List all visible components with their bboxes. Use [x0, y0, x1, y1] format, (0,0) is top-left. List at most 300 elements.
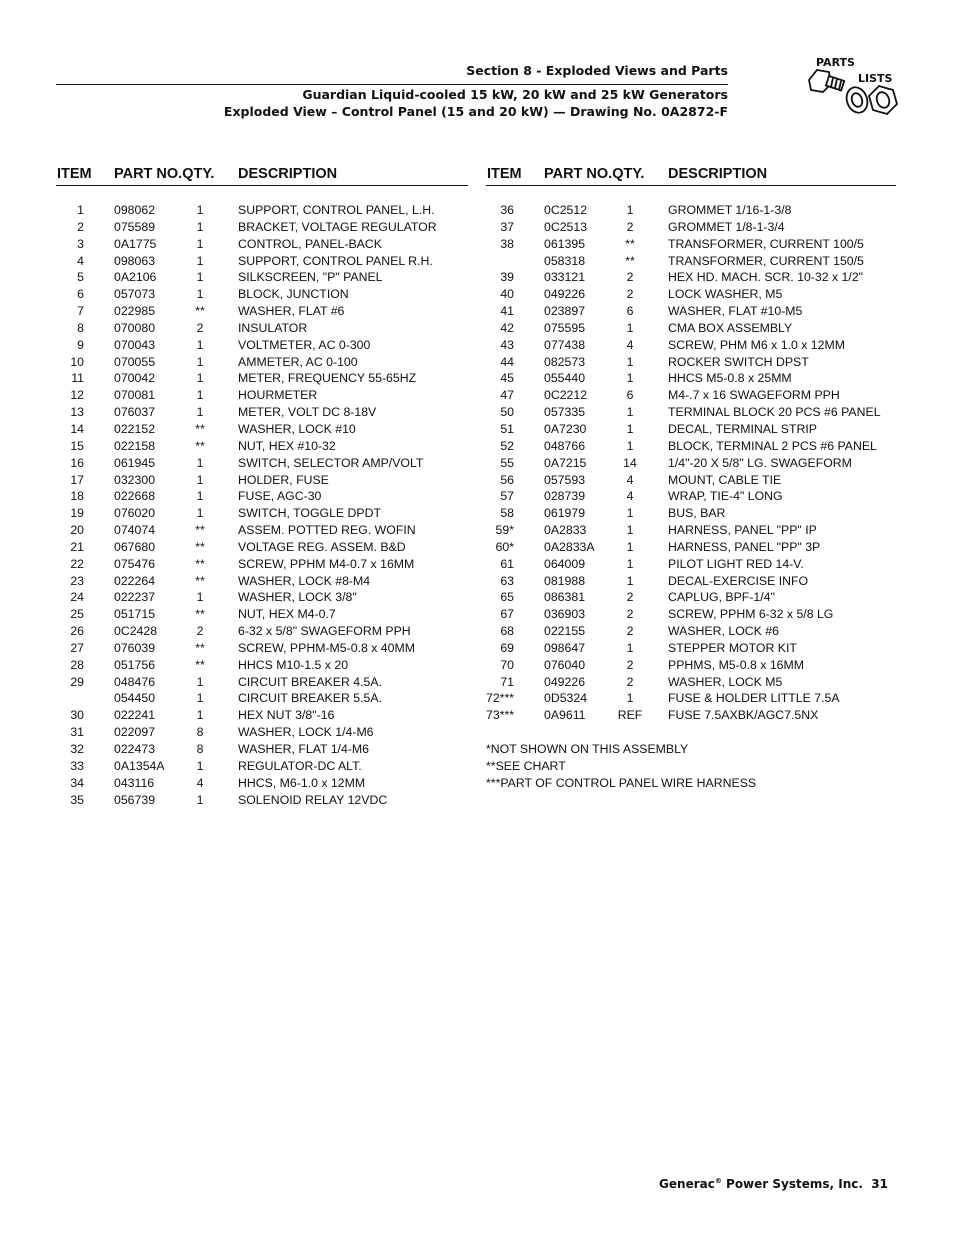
parts-table-left [56, 165, 468, 809]
description: PILOT LIGHT RED 14-V. [668, 556, 804, 571]
table-row [486, 371, 896, 388]
footer-company: Generac [659, 1177, 715, 1191]
table-row [56, 473, 468, 490]
item-number: 35 [70, 792, 84, 807]
table-row [56, 254, 468, 271]
part-number: 022241 [114, 708, 156, 723]
item-number: 41 [500, 304, 514, 319]
table-row [56, 355, 468, 372]
part-number: 070081 [114, 388, 156, 403]
item-number: 55 [500, 455, 514, 470]
item-number: 71 [500, 674, 514, 689]
table-row [486, 691, 896, 708]
item-number: 36 [500, 203, 514, 217]
description: HHCS M10-1.5 x 20 [238, 657, 349, 672]
part-number: 081988 [544, 573, 586, 588]
quantity: 1 [196, 405, 204, 420]
part-number: 067680 [114, 539, 156, 554]
item-number: 11 [71, 371, 84, 386]
item-number: 16 [70, 455, 84, 470]
part-number: 076040 [544, 657, 586, 672]
description: WASHER, LOCK #6 [668, 624, 779, 639]
description: HEX NUT 3/8"-16 [238, 708, 335, 723]
table-row [486, 641, 896, 658]
part-number: 086381 [544, 590, 586, 605]
part-number: 043116 [114, 775, 155, 790]
part-number: 048766 [544, 438, 586, 453]
part-number: 0A9611 [544, 708, 586, 723]
quantity: 2 [626, 674, 634, 689]
description: SCREW, PPHM 6-32 x 5/8 LG [668, 607, 834, 622]
part-number: 048476 [114, 674, 156, 689]
quantity: 1 [626, 438, 634, 453]
table-row [56, 776, 468, 793]
item-number: 14 [70, 421, 84, 436]
item-number: 4 [77, 253, 84, 268]
description: BRACKET, VOLTAGE REGULATOR [238, 219, 437, 234]
quantity: 1 [196, 236, 204, 251]
item-number: 23 [70, 573, 84, 588]
part-number: 070055 [114, 354, 156, 369]
quantity: 1 [626, 371, 634, 386]
item-number: 73*** [486, 708, 515, 723]
table-row [56, 287, 468, 304]
quantity: 1 [196, 287, 204, 302]
description: WASHER, LOCK #10 [238, 421, 356, 436]
footer-company-rest: Power Systems, Inc. [721, 1177, 863, 1191]
quantity: ** [195, 421, 205, 436]
part-number: 070042 [114, 371, 156, 386]
quantity: 8 [196, 742, 204, 756]
quantity: 1 [196, 455, 204, 470]
description: WASHER, FLAT #6 [238, 304, 345, 319]
table-row [486, 574, 896, 591]
quantity: 4 [626, 472, 634, 487]
item-number: 50 [500, 405, 514, 420]
description: GROMMET 1/8-1-3/4 [668, 219, 785, 234]
registered-mark: ® [714, 1177, 722, 1185]
description: CMA BOX ASSEMBLY [668, 320, 793, 335]
quantity: 1 [196, 270, 204, 285]
item-number: 45 [500, 371, 514, 386]
item-number: 38 [500, 236, 514, 251]
item-number: 29 [70, 674, 84, 689]
table-row [486, 422, 896, 439]
quantity: 2 [626, 607, 634, 622]
item-number: 43 [500, 337, 514, 352]
description: NUT, HEX M4-0.7 [238, 607, 336, 622]
table-row [56, 439, 468, 456]
table-row [486, 557, 896, 574]
item-number: 65 [500, 590, 514, 605]
part-number: 075589 [114, 219, 156, 234]
description: MOUNT, CABLE TIE [668, 472, 782, 487]
quantity: ** [195, 607, 205, 622]
column-header-part-qty: PART NO.QTY. [544, 166, 645, 182]
part-number: 022985 [114, 304, 156, 319]
table-row [486, 473, 896, 490]
description: 6-32 x 5/8" SWAGEFORM PPH [238, 624, 411, 639]
item-number: 37 [500, 219, 514, 234]
quantity: 1 [196, 792, 204, 807]
description: FUSE, AGC-30 [238, 489, 322, 504]
part-number: 064009 [544, 556, 586, 571]
quantity: 1 [196, 354, 204, 369]
quantity: 1 [626, 573, 634, 588]
table-row [56, 405, 468, 422]
part-number: 022155 [544, 624, 586, 639]
table-row [486, 624, 896, 641]
part-number: 057593 [544, 472, 586, 487]
description: ASSEM. POTTED REG. WOFIN [238, 523, 416, 538]
table-row [486, 270, 896, 287]
quantity: 2 [196, 320, 204, 335]
section-heading: Section 8 - Exploded Views and Parts [466, 63, 728, 78]
description: HOURMETER [238, 388, 318, 403]
item-number: 63 [500, 573, 514, 588]
rows-right [486, 203, 896, 725]
description: BUS, BAR [668, 506, 726, 521]
item-number: 21 [70, 539, 84, 554]
description: FUSE & HOLDER LITTLE 7.5A [668, 691, 840, 706]
description: WASHER, FLAT 1/4-M6 [238, 742, 369, 756]
item-number: 1 [77, 203, 84, 217]
description: CONTROL, PANEL-BACK [238, 236, 382, 251]
table-row [56, 321, 468, 338]
item-number: 59* [495, 523, 514, 538]
table-row [56, 708, 468, 725]
part-number: 058318 [544, 253, 586, 268]
rows-left [56, 203, 468, 809]
table-row [56, 422, 468, 439]
page-title-line2: Exploded View – Control Panel (15 and 20 kW) — Drawing No. 0A2872-F [223, 104, 728, 119]
table-row [486, 254, 896, 271]
description: WASHER, LOCK 1/4-M6 [238, 725, 374, 740]
part-number: 057073 [114, 287, 156, 302]
table-row [56, 641, 468, 658]
quantity: 1 [626, 506, 634, 521]
quantity: 1 [626, 421, 634, 436]
item-number: 9 [77, 337, 84, 352]
part-number: 098647 [544, 640, 586, 655]
quantity: 1 [626, 523, 634, 538]
description: HARNESS, PANEL "PP" IP [668, 523, 817, 538]
item-number: 58 [500, 506, 514, 521]
description: SCREW, PPHM M4-0.7 x 16MM [238, 556, 415, 571]
part-number: 075476 [114, 556, 156, 571]
description: SWITCH, TOGGLE DPDT [238, 506, 382, 521]
description: METER, VOLT DC 8-18V [238, 405, 377, 420]
part-number: 036903 [544, 607, 586, 622]
quantity: ** [195, 556, 205, 571]
table-row [486, 388, 896, 405]
item-number: 10 [70, 354, 84, 369]
quantity: 1 [196, 506, 204, 521]
item-number: 25 [70, 607, 84, 622]
table-row [486, 456, 896, 473]
quantity: 2 [196, 624, 204, 639]
description: 1/4"-20 X 5/8" LG. SWAGEFORM [668, 455, 852, 470]
part-number: 0A1775 [114, 236, 157, 251]
description: SOLENOID RELAY 12VDC [238, 792, 388, 807]
description: DECAL, TERMINAL STRIP [668, 421, 817, 436]
page-number: 31 [871, 1177, 888, 1191]
part-number: 051715 [114, 607, 156, 622]
item-number: 5 [77, 270, 84, 285]
item-number: 68 [500, 624, 514, 639]
column-header [486, 165, 896, 186]
parts-table-right [486, 165, 896, 793]
part-number: 022473 [114, 742, 156, 756]
item-number: 15 [70, 438, 84, 453]
part-number: 023897 [544, 304, 586, 319]
column-header-item: ITEM [57, 166, 92, 182]
table-row [56, 506, 468, 523]
part-number: 0A2833A [544, 539, 595, 554]
table-row [56, 371, 468, 388]
table-row [486, 708, 896, 725]
quantity: 1 [626, 556, 634, 571]
column-header-part-qty: PART NO.QTY. [114, 166, 215, 182]
badge-lists-label: LISTS [858, 72, 893, 85]
description: CIRCUIT BREAKER 5.5A. [238, 691, 382, 706]
item-number: 32 [70, 742, 84, 756]
table-row [486, 338, 896, 355]
quantity: 1 [196, 203, 204, 217]
quantity: 2 [626, 624, 634, 639]
part-number: 075595 [544, 320, 586, 335]
table-row [486, 540, 896, 557]
part-number: 049226 [544, 287, 586, 302]
quantity: 6 [626, 304, 634, 319]
description: LOCK WASHER, M5 [668, 287, 783, 302]
table-row [486, 607, 896, 624]
part-number: 022668 [114, 489, 156, 504]
description: BLOCK, TERMINAL 2 PCS #6 PANEL [668, 438, 877, 453]
table-row [56, 691, 468, 708]
description: WASHER, LOCK M5 [668, 674, 783, 689]
quantity: 1 [196, 388, 204, 403]
quantity: 6 [626, 388, 634, 403]
part-number: 057335 [544, 405, 586, 420]
column-header-item: ITEM [487, 166, 522, 182]
item-number: 51 [500, 421, 514, 436]
quantity: 1 [626, 691, 634, 706]
part-number: 061945 [114, 455, 156, 470]
part-number: 082573 [544, 354, 586, 369]
description: TERMINAL BLOCK 20 PCS #6 PANEL [668, 405, 881, 420]
table-row [56, 489, 468, 506]
description: WRAP, TIE-4" LONG [668, 489, 783, 504]
column-header [56, 165, 468, 186]
table-row [56, 675, 468, 692]
table-row [486, 321, 896, 338]
quantity: 8 [196, 725, 204, 740]
description: CAPLUG, BPF-1/4" [668, 590, 775, 605]
item-number: 70 [500, 657, 514, 672]
quantity: 2 [626, 270, 634, 285]
badge-parts-label: PARTS [816, 56, 855, 69]
description: STEPPER MOTOR KIT [668, 640, 797, 655]
description: INSULATOR [238, 320, 308, 335]
quantity: ** [195, 640, 205, 655]
description: GROMMET 1/16-1-3/8 [668, 203, 792, 217]
description: WASHER, LOCK #8-M4 [238, 573, 371, 588]
description: PPHMS, M5-0.8 x 16MM [668, 657, 804, 672]
item-number: 34 [70, 775, 84, 790]
description: HOLDER, FUSE [238, 472, 329, 487]
footnote: *NOT SHOWN ON THIS ASSEMBLY [486, 742, 689, 757]
quantity: ** [195, 523, 205, 538]
part-number: 077438 [544, 337, 586, 352]
table-row [56, 540, 468, 557]
part-number: 022264 [114, 573, 156, 588]
quantity: 1 [626, 203, 634, 217]
item-number: 60* [495, 539, 514, 554]
item-number: 22 [70, 556, 84, 571]
description: ROCKER SWITCH DPST [668, 354, 809, 369]
part-number: 070080 [114, 320, 156, 335]
quantity: 1 [196, 472, 204, 487]
part-number: 0C2512 [544, 203, 588, 217]
table-row [486, 590, 896, 607]
table-row [486, 658, 896, 675]
part-number: 076037 [114, 405, 156, 420]
table-row [486, 287, 896, 304]
description: AMMETER, AC 0-100 [238, 354, 358, 369]
item-number: 39 [500, 270, 514, 285]
table-row [56, 388, 468, 405]
table-row [56, 742, 468, 759]
item-number: 69 [500, 640, 514, 655]
description: SUPPORT, CONTROL PANEL, L.H. [238, 203, 435, 217]
description: HEX HD. MACH. SCR. 10-32 x 1/2" [668, 270, 864, 285]
quantity: 1 [196, 691, 204, 706]
description: SWITCH, SELECTOR AMP/VOLT [238, 455, 424, 470]
item-number: 24 [70, 590, 84, 605]
table-row [486, 220, 896, 237]
table-row [486, 203, 896, 220]
part-number: 033121 [544, 270, 586, 285]
item-number: 33 [70, 758, 84, 773]
table-row [56, 220, 468, 237]
description: VOLTMETER, AC 0-300 [238, 337, 371, 352]
item-number: 20 [70, 523, 84, 538]
item-number: 28 [70, 657, 84, 672]
quantity: ** [195, 573, 205, 588]
item-number: 47 [500, 388, 514, 403]
header-rule [56, 84, 728, 85]
quantity: 1 [626, 405, 634, 420]
item-number: 42 [500, 320, 514, 335]
table-row [56, 624, 468, 641]
description: HHCS M5-0.8 x 25MM [668, 371, 792, 386]
part-number: 076020 [114, 506, 156, 521]
part-number: 061979 [544, 506, 586, 521]
part-number: 0A2833 [544, 523, 587, 538]
description: SCREW, PPHM-M5-0.8 x 40MM [238, 640, 415, 655]
table-row [486, 523, 896, 540]
description: REGULATOR-DC ALT. [238, 758, 362, 773]
part-number: 070043 [114, 337, 156, 352]
item-number: 61 [500, 556, 514, 571]
quantity: 1 [626, 539, 634, 554]
part-number: 022237 [114, 590, 156, 605]
part-number: 0D5324 [544, 691, 588, 706]
item-number: 31 [70, 725, 84, 740]
description: METER, FREQUENCY 55-65HZ [238, 371, 417, 386]
description: HARNESS, PANEL "PP" 3P [668, 539, 821, 554]
quantity: 2 [626, 657, 634, 672]
item-number: 8 [77, 320, 84, 335]
description: M4-.7 x 16 SWAGEFORM PPH [668, 388, 840, 403]
part-number: 0A2106 [114, 270, 157, 285]
item-number: 57 [500, 489, 514, 504]
item-number: 67 [500, 607, 514, 622]
item-number: 18 [70, 489, 84, 504]
part-number: 028739 [544, 489, 586, 504]
table-row [56, 607, 468, 624]
part-number: 022158 [114, 438, 156, 453]
item-number: 26 [70, 624, 84, 639]
quantity: 2 [626, 590, 634, 605]
footnote: **SEE CHART [486, 759, 566, 773]
part-number: 0C2513 [544, 219, 588, 234]
item-number: 56 [500, 472, 514, 487]
description: NUT, HEX #10-32 [238, 438, 336, 453]
description: WASHER, FLAT #10-M5 [668, 304, 803, 319]
quantity: 4 [626, 337, 634, 352]
description: SCREW, PHM M6 x 1.0 x 12MM [668, 337, 845, 352]
table-row [486, 304, 896, 321]
quantity: 1 [626, 320, 634, 335]
quantity: 1 [196, 371, 204, 386]
item-number: 17 [70, 472, 84, 487]
table-row [56, 759, 468, 776]
part-number: 049226 [544, 674, 586, 689]
description: TRANSFORMER, CURRENT 100/5 [668, 236, 864, 251]
description: BLOCK, JUNCTION [238, 287, 349, 302]
table-row [56, 574, 468, 591]
part-number: 022097 [114, 725, 156, 740]
table-row [486, 355, 896, 372]
table-row [56, 557, 468, 574]
table-row [56, 456, 468, 473]
part-number: 051756 [114, 657, 156, 672]
part-number: 022152 [114, 421, 156, 436]
item-number: 2 [77, 219, 84, 234]
part-number: 061395 [544, 236, 586, 251]
quantity: REF [617, 708, 643, 723]
description: SUPPORT, CONTROL PANEL R.H. [238, 253, 433, 268]
quantity: 1 [196, 758, 204, 773]
item-number: 27 [70, 640, 84, 655]
quantity: 14 [623, 455, 637, 470]
table-row [56, 237, 468, 254]
quantity: ** [625, 236, 635, 251]
quantity: 1 [196, 219, 204, 234]
table-row [56, 304, 468, 321]
table-row [56, 793, 468, 810]
quantity: ** [195, 304, 205, 319]
table-row [486, 439, 896, 456]
quantity: 4 [626, 489, 634, 504]
quantity: 1 [196, 489, 204, 504]
quantity: 1 [196, 708, 204, 723]
part-number: 032300 [114, 472, 156, 487]
part-number: 074074 [114, 523, 156, 538]
quantity: 4 [196, 775, 204, 790]
